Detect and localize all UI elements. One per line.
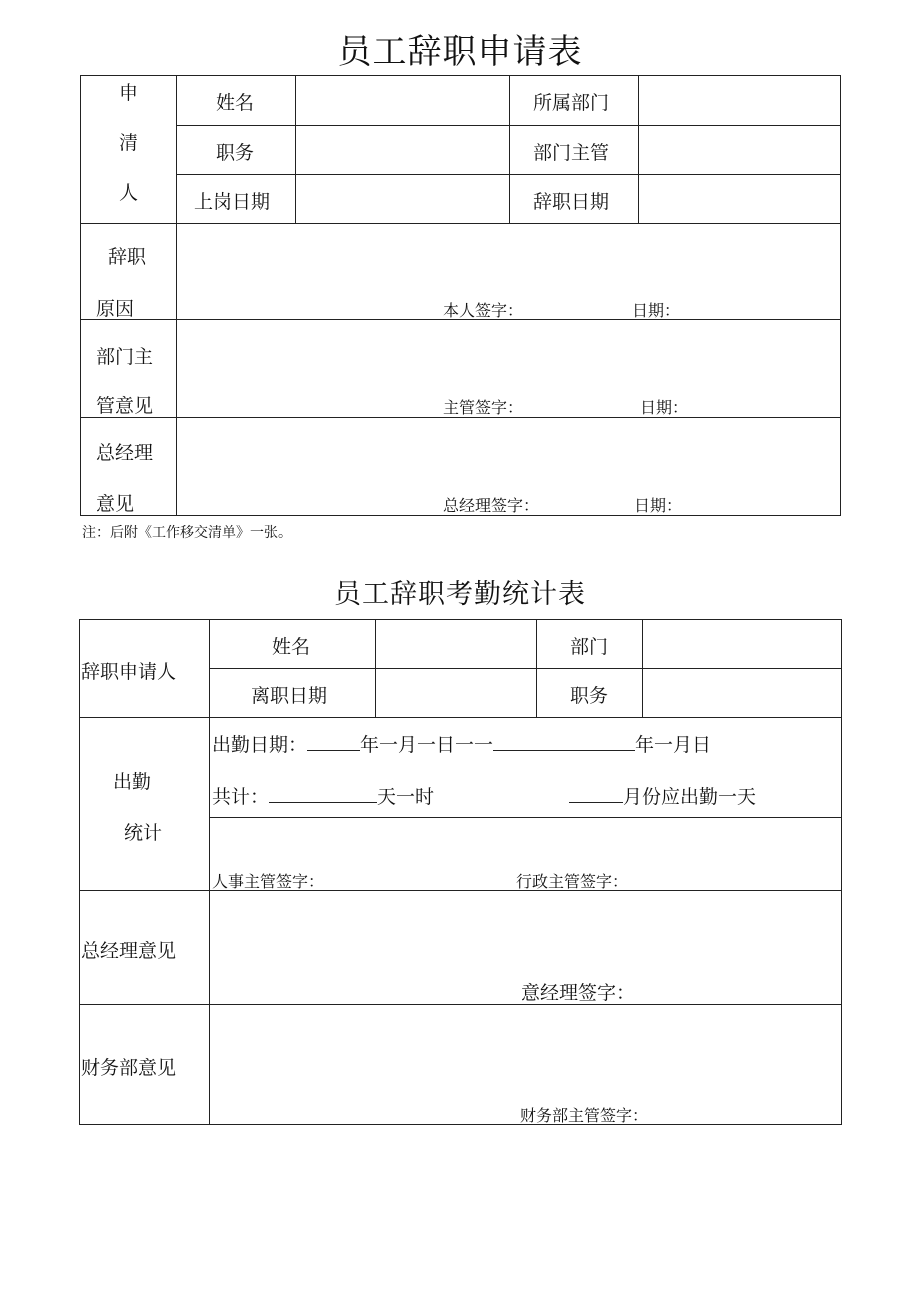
- attachment-note: 注：后附《工作移交清单》一张。: [82, 525, 292, 541]
- total-blank[interactable]: [269, 784, 377, 803]
- gm-opinion-field-2[interactable]: [210, 891, 841, 971]
- supervisor-signature-label: 主管签字：: [443, 398, 524, 417]
- name-label-2: 姓名: [272, 636, 311, 658]
- gm-signature-date-label: 日期：: [634, 496, 683, 515]
- self-signature-label: 本人签字：: [443, 301, 524, 320]
- position-field[interactable]: [296, 126, 509, 174]
- days-hours-label: 天一时: [377, 786, 435, 808]
- attendance-end-blank[interactable]: [493, 732, 635, 751]
- month-due-label: 月份应出勤一天: [623, 786, 757, 808]
- name-label: 姓名: [216, 92, 255, 114]
- attendance-ymd-end: 年一月日: [635, 734, 712, 756]
- attendance-total-line: [212, 782, 434, 809]
- col-divider: [509, 75, 510, 223]
- supervisor-label: 部门主管: [533, 142, 610, 164]
- dept-opinion-label-line2: 管意见: [96, 395, 154, 417]
- attendance-label-line2: 统计: [124, 822, 163, 844]
- department-label-2: 部门: [570, 636, 609, 658]
- position-field-2[interactable]: [643, 669, 841, 717]
- gm-opinion-field[interactable]: [177, 418, 840, 490]
- attendance-start-blank[interactable]: [307, 732, 360, 751]
- attendance-ymd-sep: 年一月一日一一: [360, 734, 494, 756]
- month-due-line: [569, 782, 756, 809]
- attendance-label-line1: 出勤: [113, 771, 152, 793]
- total-prefix: 共计：: [212, 786, 270, 808]
- row-divider: [79, 717, 841, 718]
- leave-date-field[interactable]: [376, 669, 536, 717]
- dept-opinion-field[interactable]: [177, 320, 840, 392]
- applicant-label-char-1: 申: [119, 82, 139, 104]
- department-label: 所属部门: [533, 92, 610, 114]
- resign-date-label: 辞职日期: [533, 191, 610, 213]
- finance-opinion-label: 财务部意见: [81, 1057, 177, 1079]
- department-field-2[interactable]: [643, 620, 841, 668]
- start-date-label: 上岗日期: [194, 191, 271, 213]
- department-field[interactable]: [639, 76, 840, 125]
- attendance-date-prefix: 出勤日期：: [212, 734, 308, 756]
- finance-opinion-field[interactable]: [210, 1005, 841, 1095]
- month-blank[interactable]: [569, 784, 623, 803]
- col-divider: [536, 619, 537, 717]
- applicant-label-char-3: 人: [119, 182, 139, 204]
- self-signature-date-label: 日期：: [632, 301, 681, 320]
- leave-date-label: 离职日期: [251, 685, 328, 707]
- gm-opinion-label-2: 总经理意见: [81, 940, 177, 962]
- start-date-field[interactable]: [296, 175, 509, 223]
- supervisor-signature-date-label: 日期：: [640, 398, 689, 417]
- form1-title: 员工辞职申请表: [337, 32, 583, 72]
- finance-signature-label: 财务部主管签字：: [520, 1106, 649, 1125]
- resign-date-field[interactable]: [639, 175, 840, 223]
- position-label: 职务: [216, 142, 255, 164]
- form2-title: 员工辞职考勤统计表: [334, 579, 586, 610]
- hr-signature-label: 人事主管签字：: [212, 872, 325, 891]
- attendance-date-line: [212, 730, 711, 757]
- admin-signature-label: 行政主管签字：: [516, 872, 629, 891]
- position-label-2: 职务: [570, 685, 609, 707]
- dept-opinion-label-line1: 部门主: [96, 346, 154, 368]
- name-field-2[interactable]: [376, 620, 536, 668]
- resign-applicant-label: 辞职申请人: [81, 661, 177, 683]
- applicant-label-char-2: 清: [119, 132, 139, 154]
- gm-signature-label-2: 意经理签字：: [521, 982, 636, 1004]
- name-field[interactable]: [296, 76, 509, 125]
- supervisor-field[interactable]: [639, 126, 840, 174]
- reason-label-line2: 原因: [96, 298, 135, 320]
- gm-signature-label: 总经理签字：: [443, 496, 540, 515]
- gm-opinion-label-line1: 总经理: [96, 442, 154, 464]
- gm-opinion-label-line2: 意见: [96, 493, 135, 515]
- reason-field[interactable]: [177, 224, 840, 294]
- reason-label-line1: 辞职: [108, 246, 147, 268]
